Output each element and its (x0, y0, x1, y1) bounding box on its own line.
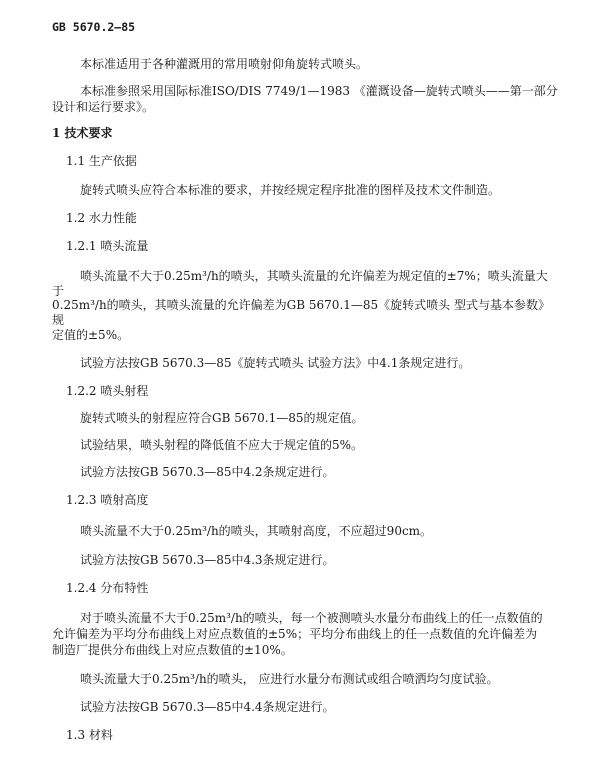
distribution-test-method: 试验方法按GB 5670.3—85中4.4条规定进行。 (80, 700, 335, 714)
section-heading-1-2-2: 1.2.2 喷头射程 (66, 384, 149, 398)
flow-paragraph-line3: 定值的±5%。 (52, 328, 130, 342)
scope-paragraph: 本标准适用于各种灌溉用的常用喷射仰角旋转式喷头。 (80, 57, 369, 71)
production-basis-text: 旋转式喷头应符合本标准的要求，并按经规定程序批准的图样及技术文件制造。 (80, 183, 501, 197)
flow-paragraph-line2: 0.25m³/h的喷头，其喷头流量的允许偏差为GB 5670.1—85《旋转式喷头 型式与基本参数》 (52, 298, 550, 312)
reference-paragraph-line2: 设计和运行要求》。 (52, 100, 155, 114)
height-paragraph: 喷头流量不大于0.25m³/h的喷头，其喷射高度，不应超过90cm。 (80, 524, 433, 538)
section-heading-1-2-4: 1.2.4 分布特性 (66, 581, 149, 595)
section-heading-1: 1 技术要求 (52, 126, 113, 140)
section-heading-1-2-3: 1.2.3 喷射高度 (66, 493, 149, 507)
section-heading-1-2-1: 1.2.1 喷头流量 (66, 239, 149, 253)
distribution-paragraph-line2: 允许偏差为平均分布曲线上对应点数值的±5%；平均分布曲线上的任一点数值的允许偏差为 (52, 627, 538, 641)
reference-paragraph-line1: 本标准参照采用国际标准ISO/DIS 7749/1—1983 《灌溉设备—旋转式喷头——第一部分 (80, 84, 558, 98)
distribution-paragraph-b: 喷头流量大于0.25m³/h的喷头， 应进行水量分布测试或组合喷洒均匀度试验。 (80, 672, 499, 686)
section-heading-1-2: 1.2 水力性能 (66, 211, 137, 225)
range-paragraph-b: 试验结果，喷头射程的降低值不应大于规定值的5%。 (80, 438, 364, 452)
range-test-method: 试验方法按GB 5670.3—85中4.2条规定进行。 (80, 465, 335, 479)
flow-paragraph-wrap1: 于 (52, 284, 65, 298)
flow-paragraph-wrap2: 规 (52, 313, 65, 327)
distribution-paragraph-line1: 对于喷头流量不大于0.25m³/h的喷头，每一个被测喷头水量分布曲线上的任一点数值的 (80, 611, 543, 625)
height-test-method: 试验方法按GB 5670.3—85中4.3条规定进行。 (80, 553, 335, 567)
flow-paragraph-line1: 喷头流量不大于0.25m³/h的喷头，其喷头流量的允许偏差为规定值的±7%；喷头流量大 (80, 269, 548, 283)
distribution-paragraph-line3: 制造厂提供分布曲线上对应点数值的±10%。 (52, 643, 293, 657)
section-heading-1-3: 1.3 材料 (66, 728, 113, 742)
section-heading-1-1: 1.1 生产依据 (66, 154, 137, 168)
range-paragraph-a: 旋转式喷头的射程应符合GB 5670.1—85的规定值。 (80, 411, 364, 425)
flow-test-method: 试验方法按GB 5670.3—85《旋转式喷头 试验方法》中4.1条规定进行。 (80, 356, 471, 370)
document-header: GB 5670.2—85 (52, 20, 136, 34)
